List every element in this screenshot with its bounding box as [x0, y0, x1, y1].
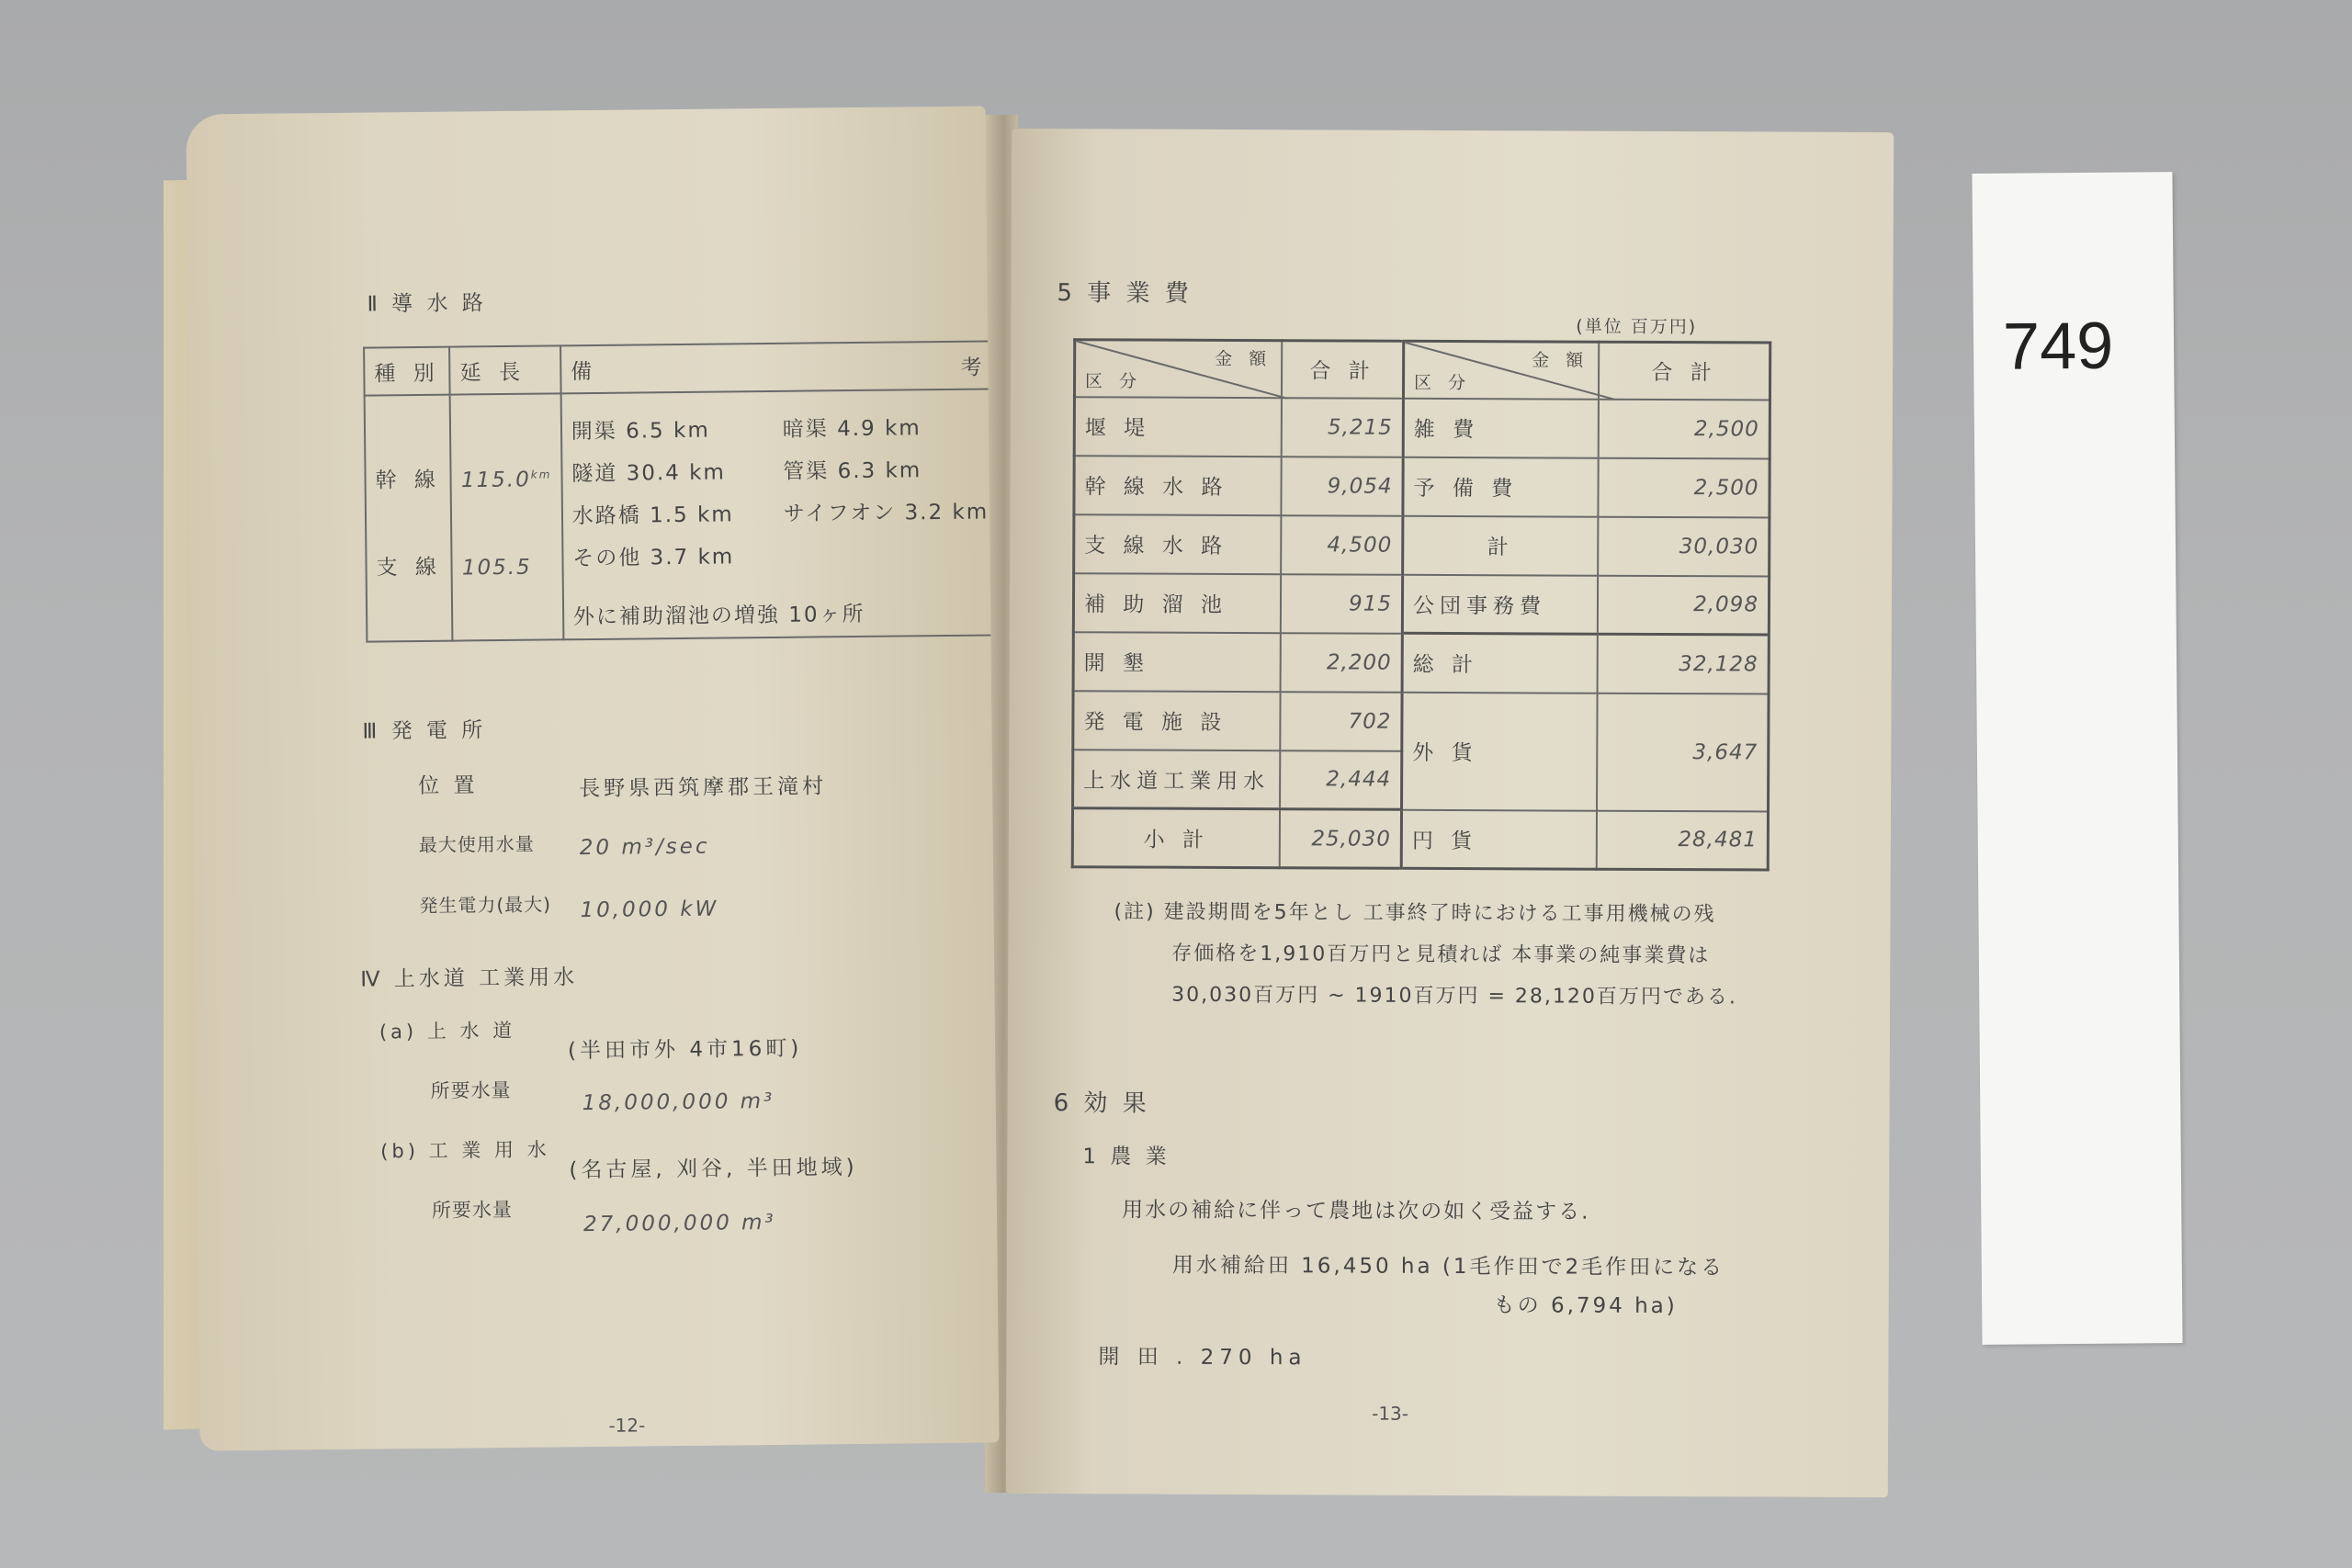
col-length: 延 長 [449, 345, 560, 394]
cost-value: 915 [1281, 574, 1403, 634]
page-number-left: -12- [608, 1414, 646, 1437]
catalogue-number: 749 [2002, 309, 2114, 384]
canal-remarks-cell [560, 389, 999, 639]
power-val-location: 長野県西筑摩郡王滝村 [578, 774, 828, 802]
effect-heading: 6 効 果 [1053, 1089, 1150, 1118]
type-trunk: 幹 線 [375, 468, 442, 493]
cost-value: 5,215 [1282, 398, 1404, 457]
note-aqueduct: 水路橋 1.5 km [571, 502, 734, 529]
note-siphon: サイフオン 3.2 km [783, 500, 989, 526]
remarks-row-4 [572, 533, 989, 580]
length-trunk: $115.0^{km}$ [460, 468, 552, 493]
water-val-b: (名古屋, 刈谷, 半田地域) [569, 1156, 858, 1183]
total-header-right: 合 計 [1599, 342, 1770, 400]
left-page [186, 106, 999, 1450]
note-line-3: 30,030百万円 ~ 1910百万円 = 28,120百万円である. [1171, 983, 1737, 1010]
page-number-right: -13- [1372, 1402, 1409, 1425]
water-key-a: (a) 上 水 道 [379, 1019, 516, 1043]
agri-text: 用水の補給に伴って農地は次の如く受益する. [1122, 1198, 1590, 1224]
type-branch: 支 線 [376, 555, 443, 581]
cost-item: 円 貨 [1401, 809, 1597, 869]
water-val-need-a: 18,000,000 m³ [582, 1089, 775, 1116]
total-header-left: 合 計 [1282, 341, 1404, 399]
cost-item: 総 計 [1402, 633, 1598, 693]
cost-value: 30,030 [1598, 516, 1770, 576]
col-remark-1: 備 [560, 344, 779, 393]
division-label-left: 区 分 [1085, 370, 1143, 392]
supply-line: 用水補給田 16,450 ha (1毛作田で2毛作田になる [1171, 1253, 1725, 1280]
cost-item: 雑 費 [1403, 398, 1599, 457]
canal-length-cell [450, 393, 563, 640]
cost-item: 幹 線 水 路 [1074, 456, 1282, 515]
cost-value: 2,200 [1281, 633, 1403, 693]
cost-item: 支 線 水 路 [1074, 514, 1282, 574]
cost-item: 発 電 施 設 [1073, 691, 1281, 750]
supply-line-2: もの 6,794 ha) [1493, 1293, 1678, 1319]
remarks-row-3 [572, 491, 989, 537]
cost-item: 外 貨 [1402, 692, 1598, 810]
unit-km: km [530, 468, 552, 481]
power-key-location: 位 置 [417, 773, 479, 798]
header-diag-left [1074, 340, 1282, 398]
cost-value: 2,098 [1598, 575, 1770, 635]
water-key-need-b: 所要水量 [431, 1198, 514, 1222]
note-line-1: (註) 建設期間を5年とし 工事終了時における工事用機械の残 [1114, 900, 1716, 927]
kaiden-line: 開 田 . 270 ha [1098, 1345, 1307, 1371]
power-val-output: 10,000 kW [580, 897, 719, 923]
cost-item: 開 墾 [1073, 632, 1281, 692]
cost-item: 公団事務費 [1402, 574, 1598, 634]
extra-note: 外に補助溜池の増強 10ヶ所 [572, 602, 865, 630]
division-label-right: 区 分 [1413, 372, 1472, 393]
right-page [1006, 129, 1894, 1497]
power-val-flow: 20 m³/sec [579, 834, 710, 861]
amount-label-right: 金 額 [1532, 350, 1589, 371]
water-key-need-a: 所要水量 [430, 1078, 512, 1102]
cost-item: 補 助 溜 池 [1073, 573, 1281, 633]
cost-value: 28,481 [1597, 810, 1769, 870]
unit-note: (単位 百万円) [1576, 316, 1698, 338]
note-tunnel: 隧道 30.4 km [571, 460, 727, 487]
agri-heading: 1 農 業 [1082, 1145, 1170, 1169]
cost-item: 堰 堤 [1074, 397, 1282, 457]
water-val-need-b: 27,000,000 m³ [582, 1210, 776, 1237]
canal-heading: Ⅱ 導 水 路 [367, 291, 487, 317]
water-heading: Ⅳ 上水道 工業用水 [360, 965, 579, 992]
cost-item: 計 [1403, 515, 1599, 575]
note-culvert: 暗渠 4.9 km [782, 416, 922, 442]
note-line-2: 存価格を1,910百万円と見積れば 本事業の純事業費は [1171, 942, 1711, 968]
note-other: その他 3.7 km [572, 545, 735, 571]
water-val-a: (半田市外 4市16町) [567, 1036, 803, 1064]
col-remark-2: 考 [779, 341, 998, 390]
header-diag-right [1403, 341, 1599, 399]
canal-table [363, 340, 1000, 642]
canal-type-cell [365, 395, 453, 642]
note-open-channel: 開渠 6.5 km [571, 418, 710, 445]
catalogue-label [1972, 172, 2182, 1345]
cost-value: 2,500 [1598, 457, 1770, 517]
length-branch: 105.5 [461, 555, 532, 581]
cost-value: 702 [1280, 692, 1402, 751]
cost-value: 2,444 [1280, 750, 1402, 810]
cost-value: 32,128 [1598, 634, 1770, 694]
note-pipe: 管渠 6.3 km [783, 458, 922, 484]
power-key-flow: 最大使用水量 [418, 832, 535, 856]
cost-table [1071, 338, 1772, 871]
cost-heading: 5 事 業 費 [1057, 279, 1193, 308]
water-key-b: (b) 工 業 用 水 [380, 1138, 550, 1163]
remarks-row-1 [571, 406, 989, 453]
cost-value: 2,500 [1599, 399, 1770, 458]
cost-item: 上水道工業用水 [1073, 750, 1281, 809]
cost-value: 4,500 [1281, 515, 1403, 575]
col-type: 種 別 [364, 347, 450, 396]
remarks-row-2 [571, 448, 989, 495]
cost-value: 25,030 [1280, 809, 1402, 869]
cost-value: 9,054 [1281, 457, 1403, 516]
cost-value: 3,647 [1597, 693, 1769, 811]
cost-item: 小 計 [1072, 808, 1280, 868]
power-heading: Ⅲ 発 電 所 [362, 718, 487, 744]
cost-item: 予 備 費 [1403, 457, 1599, 516]
amount-label-left: 金 額 [1215, 348, 1272, 370]
power-key-output: 発生電力(最大) [419, 893, 552, 917]
